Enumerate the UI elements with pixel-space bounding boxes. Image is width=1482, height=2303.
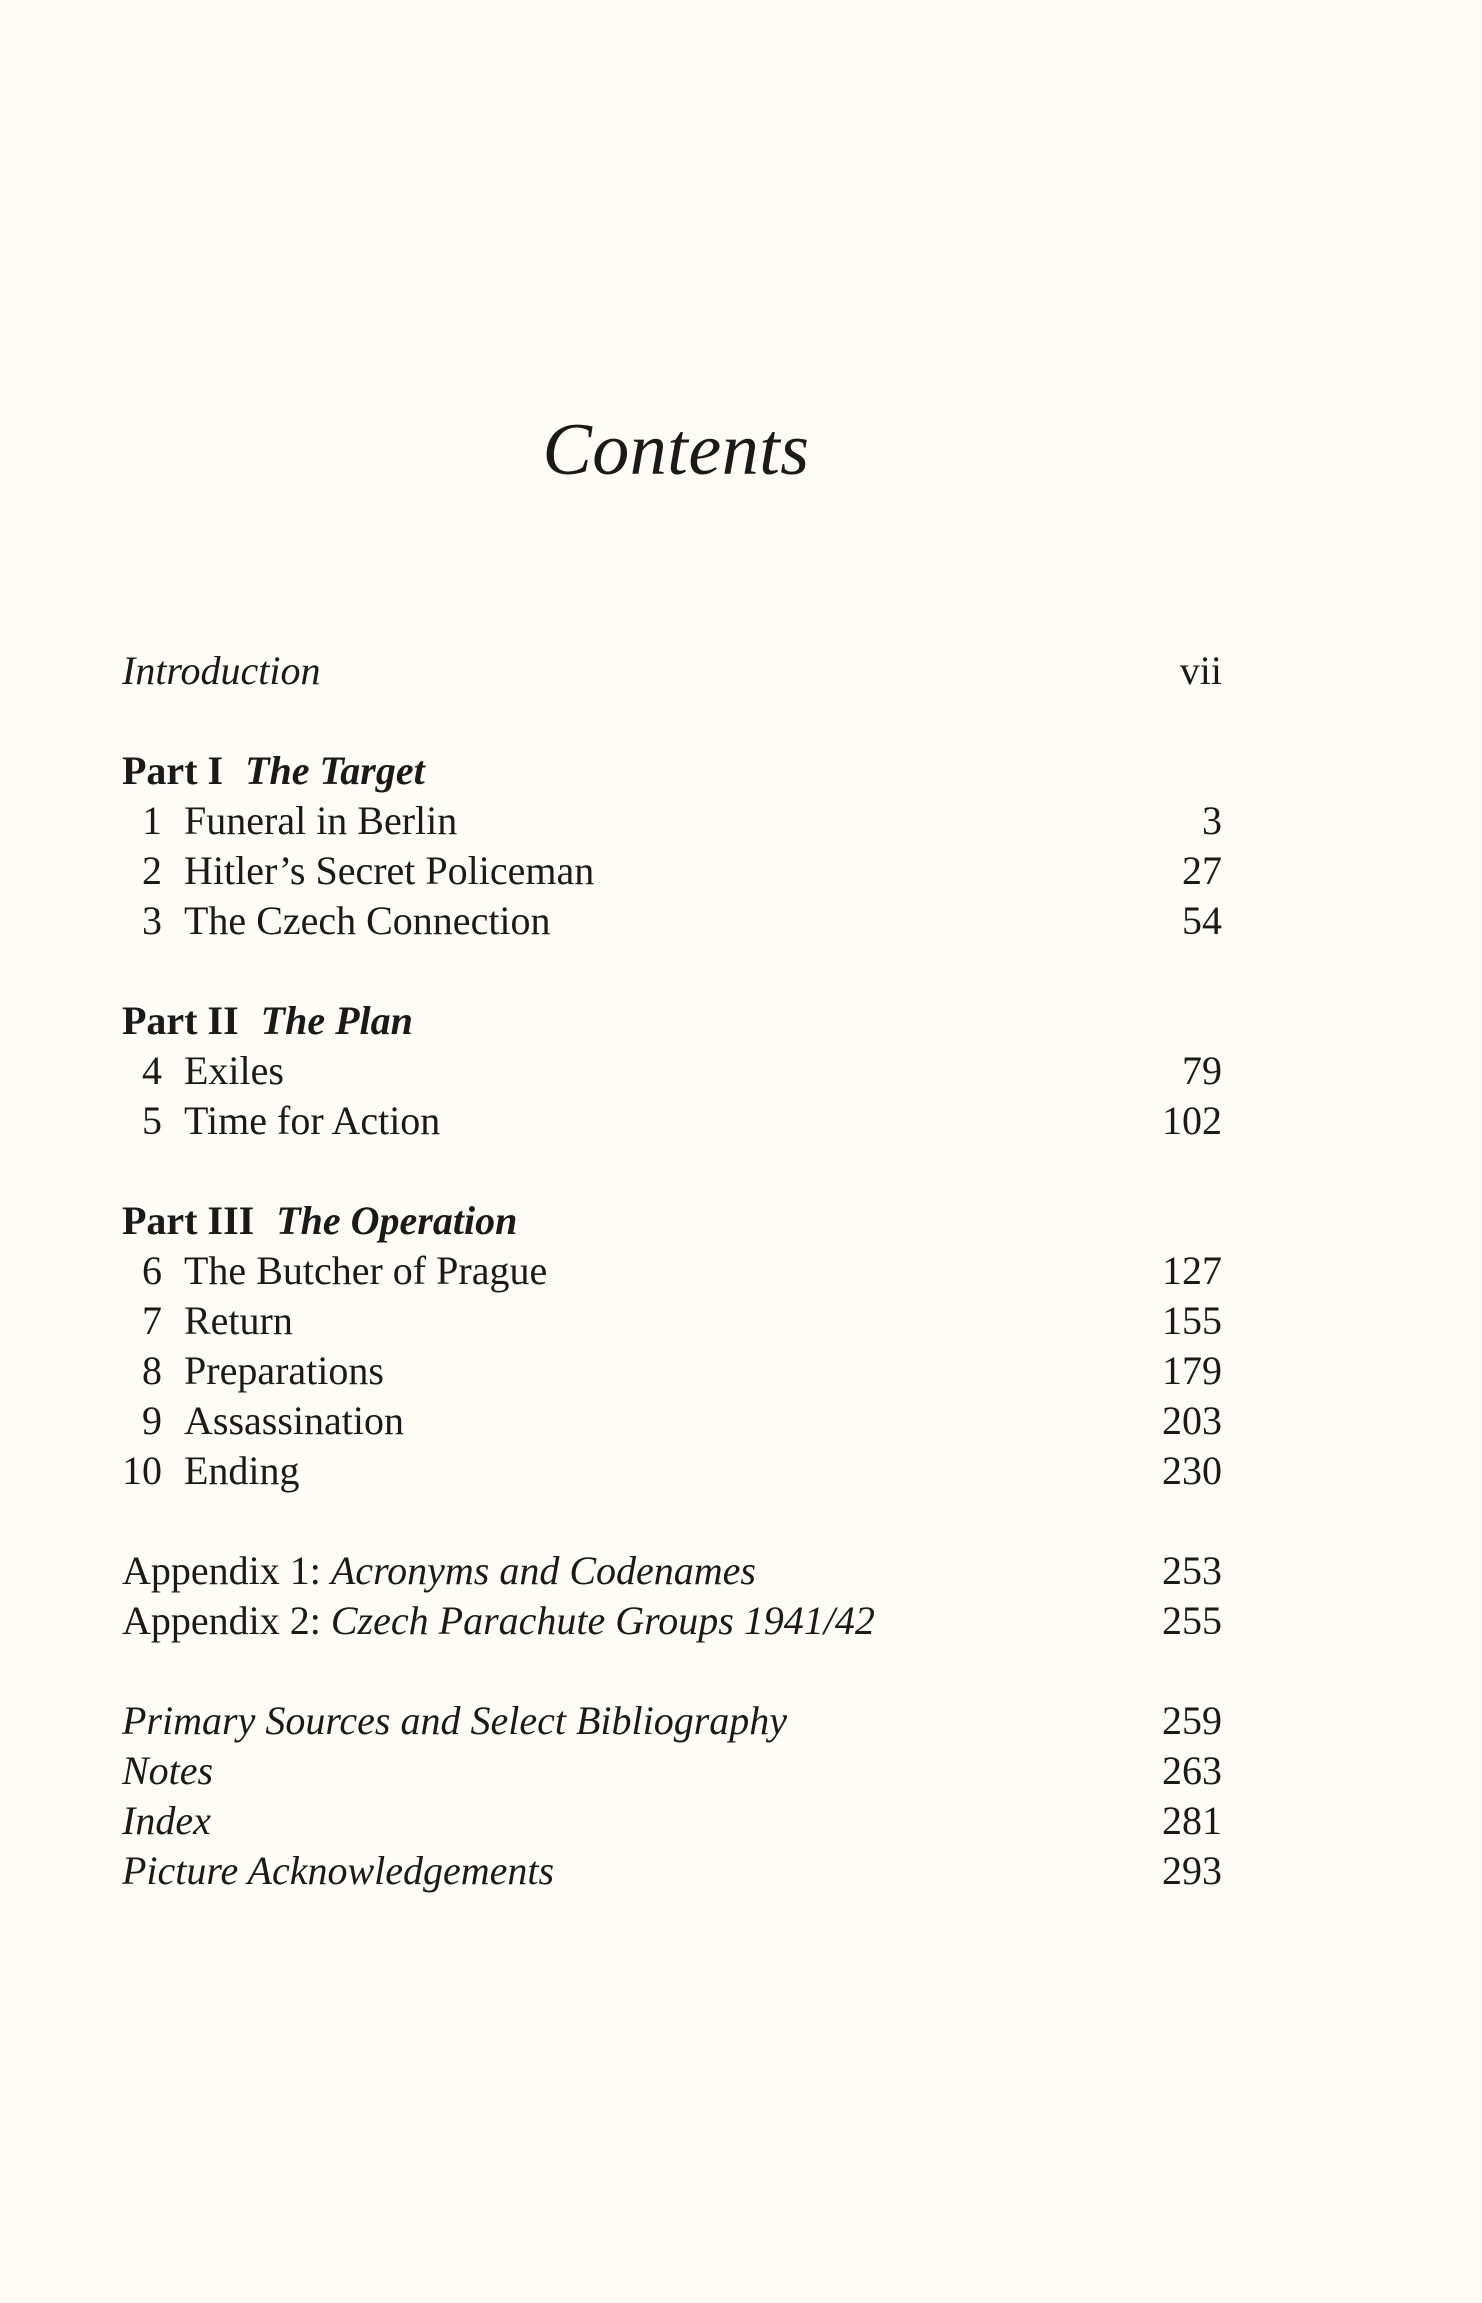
chapter-title: The Czech Connection xyxy=(184,898,551,943)
back-matter-title: Index xyxy=(122,1798,211,1843)
part-heading xyxy=(122,996,1222,1046)
chapter-title: The Butcher of Prague xyxy=(184,1248,548,1293)
toc-entry-chapter[interactable] xyxy=(122,896,1222,946)
toc-entry-chapter[interactable] xyxy=(122,1346,1222,1396)
back-matter-title: Picture Acknowledgements xyxy=(122,1848,555,1893)
toc-entry-introduction[interactable] xyxy=(122,646,1222,696)
toc-entry-back-matter[interactable] xyxy=(122,1796,1222,1846)
chapter-number: 10 xyxy=(122,1448,162,1493)
toc-entry-page: vii xyxy=(1179,648,1222,693)
toc-entry-page: 54 xyxy=(1182,898,1222,943)
chapter-title: Hitler’s Secret Policeman xyxy=(184,848,595,893)
chapter-number: 9 xyxy=(142,1398,162,1443)
toc-entry-page: 263 xyxy=(1162,1748,1222,1793)
part-title: The Plan xyxy=(260,998,413,1043)
chapter-number: 2 xyxy=(142,848,162,893)
chapter-title: Assassination xyxy=(184,1398,404,1443)
toc-entry-chapter[interactable] xyxy=(122,1246,1222,1296)
toc-entry-page: 102 xyxy=(1162,1098,1222,1143)
toc-entry-page: 255 xyxy=(1162,1598,1222,1643)
toc-entry-chapter[interactable] xyxy=(122,1296,1222,1346)
toc-entry-chapter[interactable] xyxy=(122,1096,1222,1146)
part-title: The Target xyxy=(245,748,425,793)
toc-entry-chapter[interactable] xyxy=(122,846,1222,896)
toc-entry-page: 203 xyxy=(1162,1398,1222,1443)
toc-entry-chapter[interactable] xyxy=(122,1046,1222,1096)
part-title: The Operation xyxy=(276,1198,518,1243)
toc-entry-appendix[interactable] xyxy=(122,1546,1222,1596)
toc-entry-page: 155 xyxy=(1162,1298,1222,1343)
toc-entry-back-matter[interactable] xyxy=(122,1696,1222,1746)
chapter-title: Return xyxy=(184,1298,293,1343)
chapter-number: 1 xyxy=(142,798,162,843)
toc-entry-page: 79 xyxy=(1182,1048,1222,1093)
chapter-title: Time for Action xyxy=(184,1098,441,1143)
chapter-title: Funeral in Berlin xyxy=(184,798,458,843)
part-label: Part III xyxy=(122,1198,255,1243)
part-label: Part II xyxy=(122,998,239,1043)
chapter-number: 7 xyxy=(142,1298,162,1343)
back-matter-title: Notes xyxy=(122,1748,214,1793)
toc-entry-back-matter[interactable] xyxy=(122,1846,1222,1896)
appendix-title: Czech Parachute Groups 1941/42 xyxy=(330,1598,875,1643)
toc-entry-page: 293 xyxy=(1162,1848,1222,1893)
part-label: Part I xyxy=(122,748,224,793)
toc-entry-chapter[interactable] xyxy=(122,1446,1222,1496)
chapter-title: Ending xyxy=(184,1448,300,1493)
toc-entry-chapter[interactable] xyxy=(122,1396,1222,1446)
toc-entry-title: Introduction xyxy=(122,648,321,693)
chapter-number: 8 xyxy=(142,1348,162,1393)
chapter-number: 4 xyxy=(142,1048,162,1093)
toc-entry-page: 3 xyxy=(1202,798,1222,843)
chapter-number: 6 xyxy=(142,1248,162,1293)
toc-entry-page: 127 xyxy=(1162,1248,1222,1293)
toc-entry-page: 179 xyxy=(1162,1348,1222,1393)
toc-entry-appendix[interactable] xyxy=(122,1596,1222,1646)
part-heading xyxy=(122,1196,1222,1246)
toc-entry-page: 230 xyxy=(1162,1448,1222,1493)
page-title: Contents xyxy=(542,409,810,491)
chapter-title: Exiles xyxy=(184,1048,284,1093)
toc-entry-page: 27 xyxy=(1182,848,1222,893)
chapter-number: 3 xyxy=(142,898,162,943)
chapter-number: 5 xyxy=(142,1098,162,1143)
appendix-title: Acronyms and Codenames xyxy=(330,1548,756,1593)
toc-entry-back-matter[interactable] xyxy=(122,1746,1222,1796)
appendix-prefix: Appendix 1: xyxy=(122,1548,321,1593)
toc-entry-chapter[interactable] xyxy=(122,796,1222,846)
chapter-title: Preparations xyxy=(184,1348,384,1393)
toc-entry-page: 259 xyxy=(1162,1698,1222,1743)
back-matter-title: Primary Sources and Select Bibliography xyxy=(122,1698,788,1743)
part-heading xyxy=(122,746,1222,796)
toc-entry-page: 281 xyxy=(1162,1798,1222,1843)
toc-entry-page: 253 xyxy=(1162,1548,1222,1593)
appendix-prefix: Appendix 2: xyxy=(122,1598,321,1643)
